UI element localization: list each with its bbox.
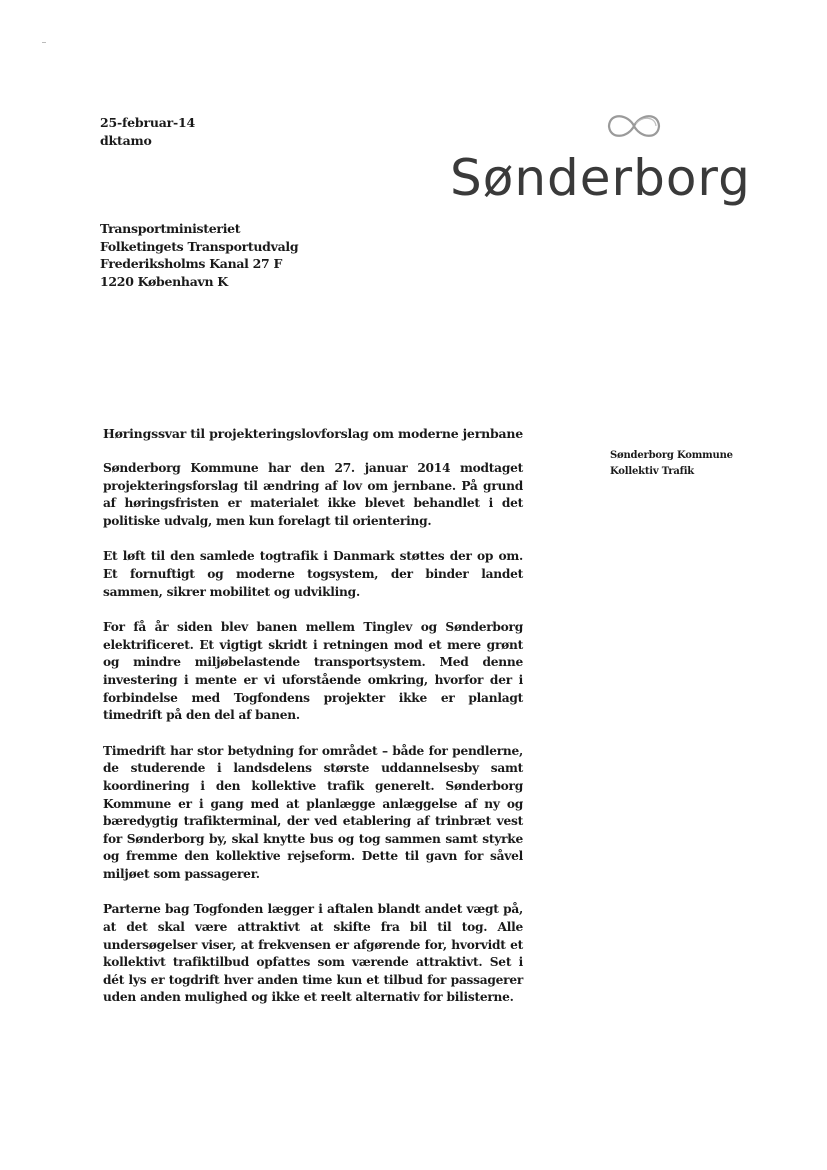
- logo-wordmark: Sønderborg: [450, 149, 751, 207]
- recipient-line: Transportministeriet: [100, 221, 241, 236]
- body-paragraph: Parterne bag Togfonden lægger i aftalen blandt andet vægt på, at det skal være attraktivt at skifte fra bil til tog. Alle undersøgelser viser, at frekvensen er afgørende for, hvorvidt et kollektivt trafiktilbud opfattes som værende attraktivt. Set i dét lys er togdrift hver anden time kun et tilbud for passagerer uden anden mulighed og ikke et reelt alternativ for bilisterne.: [103, 902, 523, 1005]
- body-paragraph: Et løft til den samlede togtrafik i Danmark støttes der op om. Et fornuftigt og moderne togsystem, der binder landet sammen, sikrer mobilitet og udvikling.: [103, 549, 523, 599]
- sender-sidebar: [610, 448, 733, 480]
- sender-department: Kollektiv Trafik: [610, 466, 695, 477]
- recipient-address: [100, 220, 298, 290]
- letter-body: [103, 460, 523, 1025]
- letter-initials: dktamo: [100, 133, 152, 148]
- recipient-line: Frederiksholms Kanal 27 F: [100, 256, 283, 271]
- letter-date: 25-februar-14: [100, 115, 195, 130]
- scan-mark: [42, 42, 46, 43]
- body-paragraph: For få år siden blev banen mellem Tinglev og Sønderborg elektrificeret. Et vigtigt skridt i retningen mod et mere grønt og mindre miljøbelastende transportsystem. Med denne investering i mente er vi uforstående omkring, hvorfor der i forbindelse med Togfondens projekter ikke er planlagt timedrift på den del af banen.: [103, 620, 523, 723]
- body-paragraph: Sønderborg Kommune har den 27. januar 2014 modtaget projekteringsforslag til ændring af lov om jernbane. På grund af høringsfristen er materialet ikke blevet behandlet i det politiske udvalg, men kun forelagt til orientering.: [103, 461, 523, 528]
- sender-organization: Sønderborg Kommune: [610, 450, 733, 461]
- letter-subject: Høringssvar til projekteringslovforslag om moderne jernbane: [103, 426, 524, 441]
- recipient-line: 1220 København K: [100, 273, 228, 289]
- sonderborg-logo: [440, 108, 751, 218]
- body-paragraph: Timedrift har stor betydning for området – både for pendlerne, de studerende i landsdelens største uddannelsesby samt koordinering i den kollektive trafik generelt. Sønderborg Kommune er i gang med at planlægge anlæggelse af ny og bæredygtig trafikterminal, der ved etablering af trinbræt vest for Sønderborg by, skal knytte bus og tog sammen samt styrke og fremme den kollektive rejseform. Dette til gavn for såvel miljøet som passagerer.: [103, 743, 523, 881]
- recipient-line: Folketingets Transportudvalg: [100, 238, 299, 254]
- infinity-logo-icon: [602, 108, 666, 144]
- letter-meta: [100, 114, 195, 150]
